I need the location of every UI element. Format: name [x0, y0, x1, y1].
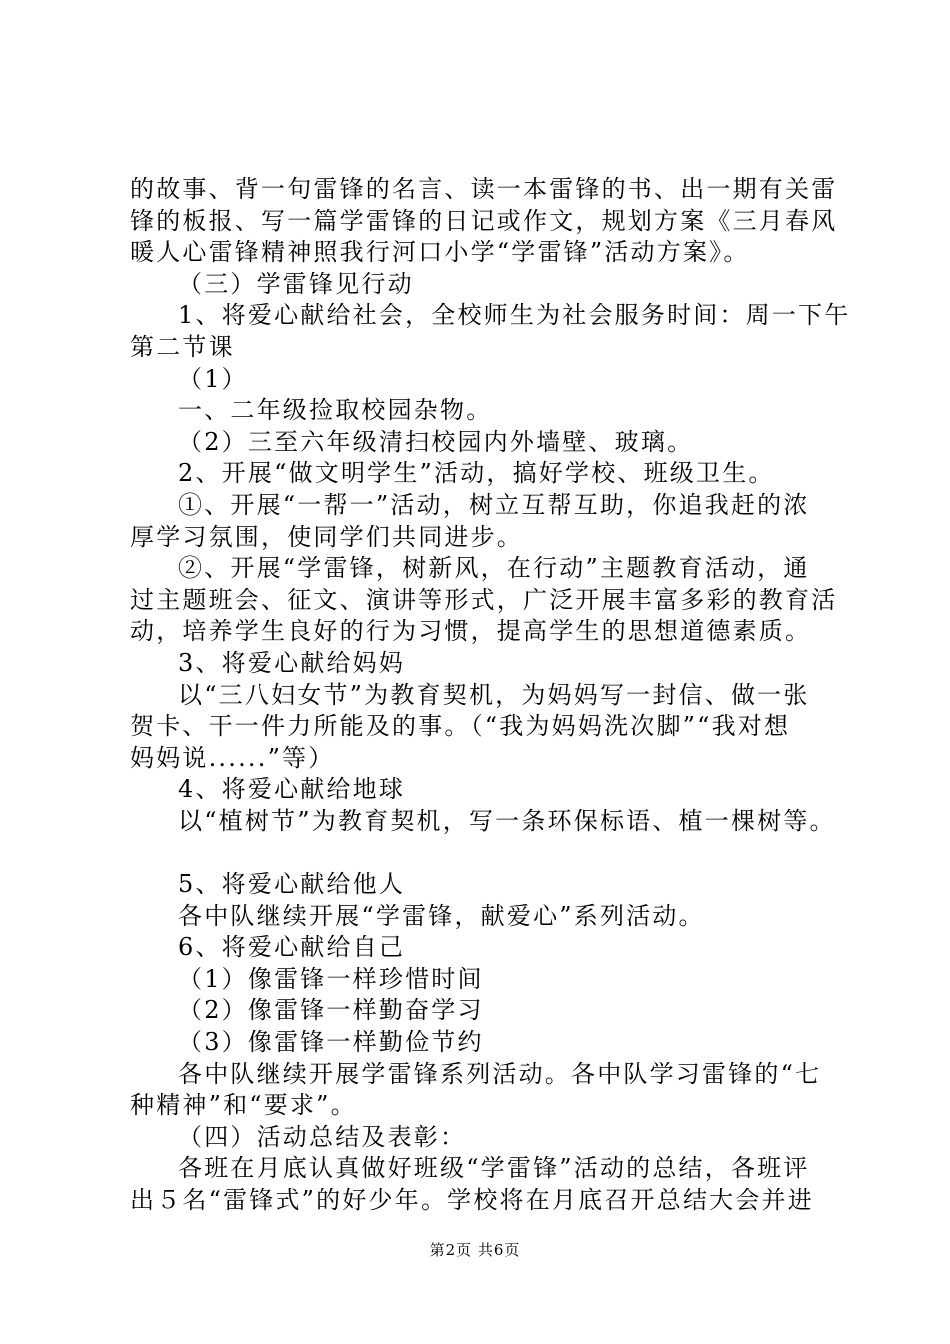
text-line: 3、将爱心献给妈妈: [178, 648, 406, 677]
text-line: 妈妈说......”等）: [130, 743, 335, 772]
text-line: 各班在月底认真做好班级“学雷锋”活动的总结，各班评: [178, 1154, 810, 1183]
text-line: 1、将爱心献给社会，全校师生为社会服务时间：周一下午: [178, 301, 851, 330]
text-line: 一、二年级捡取校园杂物。: [178, 396, 493, 425]
blank-line: [130, 837, 835, 869]
text-line: 5、将爱心献给他人: [178, 870, 406, 899]
text-line: 的故事、背一句雷锋的名言、读一本雷锋的书、出一期有关雷: [130, 175, 838, 203]
text-line: （1）: [178, 364, 248, 393]
text-line: 过主题班会、征文、演讲等形式，广泛开展丰富多彩的教育活: [130, 585, 838, 614]
text-line: （3）像雷锋一样勤俭节约: [178, 1028, 484, 1057]
text-line: 2、开展“做文明学生”活动，搞好学校、班级卫生。: [178, 459, 775, 488]
text-line: 动，培养学生良好的行为习惯，提高学生的思想道德素质。: [130, 617, 812, 646]
page-number-footer: 第2页 共6页: [429, 1241, 521, 1259]
text-line: 各中队继续开展学雷锋系列活动。各中队学习雷锋的“七: [178, 1059, 822, 1088]
text-line: 6、将爱心献给自己: [178, 933, 406, 962]
section-heading: （四）活动总结及表彰：: [178, 1122, 467, 1151]
text-line: 暖人心雷锋精神照我行河口小学“学雷锋”活动方案》。: [130, 238, 750, 267]
text-line: 以“植树节”为教育契机，写一条环保标语、植一棵树等。: [178, 806, 836, 835]
text-line: 以“三八妇女节”为教育契机，为妈妈写一封信、做一张: [178, 680, 810, 709]
text-line: 各中队继续开展“学雷锋，献爱心”系列活动。: [178, 901, 705, 930]
document-body: [130, 174, 851, 1217]
text-line: 种精神”和“要求”。: [130, 1091, 357, 1120]
text-line: 贺卡、干一件力所能及的事。（“我为妈妈洗次脚”“我对想: [130, 712, 791, 741]
text-line: 厚学习氛围，使同学们共同进步。: [130, 522, 523, 551]
text-line: （2）像雷锋一样勤奋学习: [178, 996, 484, 1025]
section-heading: （三）学雷锋见行动: [178, 269, 414, 298]
text-line: （2）三至六年级清扫校园内外墙壁、玻璃。: [178, 427, 694, 456]
text-line: ②、开展“学雷锋，树新风，在行动”主题教育活动，通: [178, 554, 810, 583]
text-line: 第二节课: [130, 332, 235, 361]
text-line: 出５名“雷锋式”的好少年。学校将在月底召开总结大会并进: [130, 1186, 814, 1214]
text-line: （1）像雷锋一样珍惜时间: [178, 964, 484, 993]
text-line: ①、开展“一帮一”活动，树立互帮互助，你追我赶的浓: [178, 490, 810, 519]
text-line: 锋的板报、写一篇学雷锋的日记或作文，规划方案《三月春风: [130, 206, 838, 235]
text-line: 4、将爱心献给地球: [178, 775, 406, 804]
